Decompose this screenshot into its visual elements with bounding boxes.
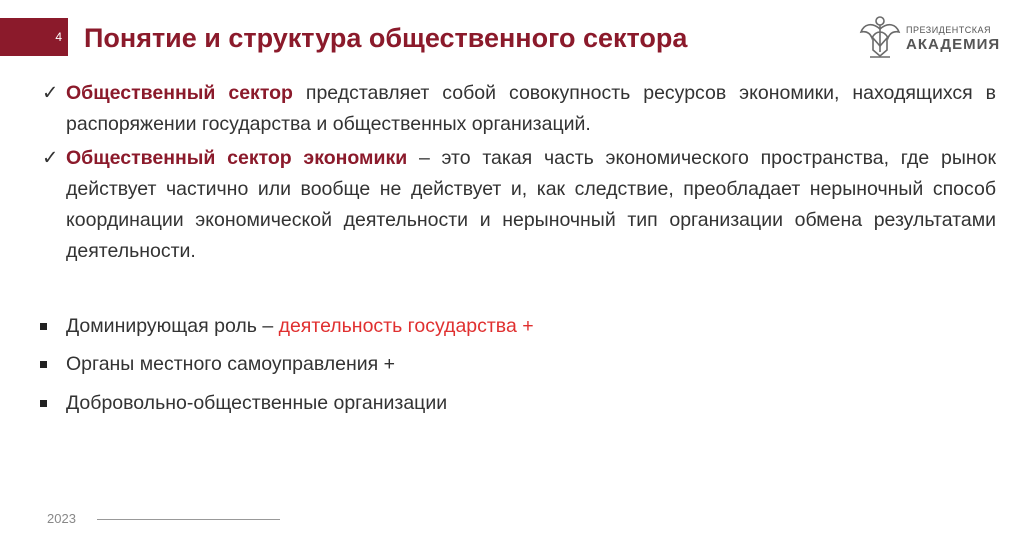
footer-year: 2023 [47, 511, 76, 526]
square-bullet-icon [40, 323, 47, 330]
checkmark-icon: ✓ [42, 147, 59, 169]
bullet-text: Добровольно-общественные организации [66, 392, 448, 414]
square-bullet-icon [40, 400, 47, 407]
check-item-text: представляет собой совокупность ресурсов экономики, находящихся в распоряжении государства и общественных организаций. [66, 82, 996, 135]
eagle-emblem-icon [858, 12, 902, 62]
logo-text-line2: АКАДЕМИЯ [906, 36, 1001, 53]
bullet-highlight: деятельность государства + [278, 315, 534, 337]
check-item [42, 78, 996, 140]
bullet-text: Органы местного самоуправления + [66, 353, 396, 375]
check-item [42, 143, 996, 267]
bullet-text: Доминирующая роль – [66, 315, 279, 337]
presidential-academy-logo [858, 12, 1001, 62]
slide-number: 4 [0, 18, 68, 56]
check-item-text: – это такая часть экономического пространства, где рынок действует частично или вообще не действует и, как следствие, преобладает нерыночный способ координации экономической деятельности и нерыночный тип организации обмена результатами деятельности. [66, 147, 996, 262]
checkmark-icon: ✓ [42, 82, 59, 104]
check-item-term: Общественный сектор [66, 82, 293, 104]
check-item-term: Общественный сектор экономики [66, 147, 408, 169]
square-bullet-icon [40, 361, 47, 368]
bullet-item [66, 311, 534, 342]
footer-divider [97, 519, 280, 520]
bullet-item [66, 388, 447, 419]
logo-text-line1: ПРЕЗИДЕНТСКАЯ [906, 25, 992, 35]
bullet-item [66, 349, 395, 380]
slide-title: Понятие и структура общественного сектора [84, 23, 688, 53]
